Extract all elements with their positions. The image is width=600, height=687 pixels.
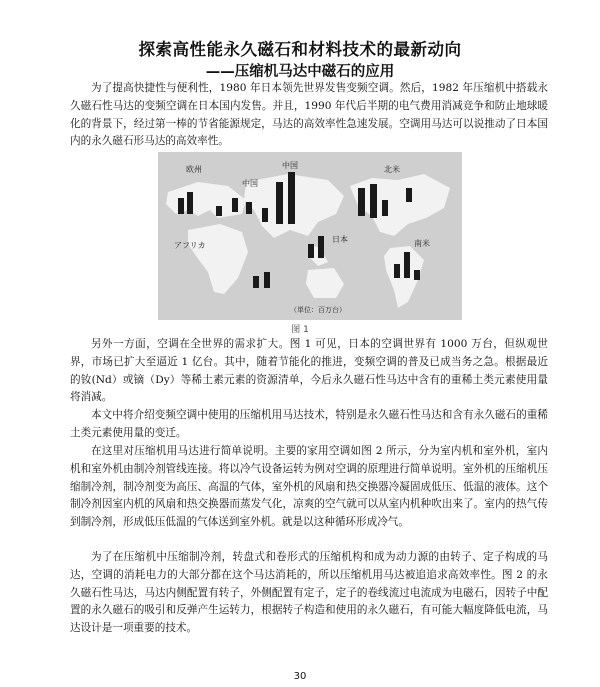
figure-world-map [158,152,462,320]
bar-namerica-1 [358,188,365,216]
bar-asia-3 [264,272,270,288]
bar-namerica-2 [370,184,377,218]
label-north-america: 北米 [384,165,400,174]
page-number: 30 [293,671,307,682]
paragraph-4: 在这里对压缩机用马达进行简单说明。主要的家用空调如图 2 所示，分为室内机和室外机，室内机和室外机由制冷剂管线连接。将以冷气设备运转为例对空调的原理进行简单说明。室外机的压缩机压缩制冷剂，制冷剂变为高压、高温的气体，室外机的风扇和热交换器冷凝固成低压、低温的液体。这个制冷剂因室内机的风扇和热交换器而蒸发气化，凉爽的空气就可以从室内机种吹出来了。室内的热气传到制冷剂，形成低压低温的气体送到室外机。就是以这种循环形成冷气。 [70,445,548,529]
bar-namerica-3 [382,200,388,216]
label-japan: 日本 [332,235,348,244]
bar-europe-3 [216,206,222,216]
paragraph-3: 本文中将介绍变频空调中使用的压缩机用马达技术，特别是永久磁石性马达和含有永久磁石的重稀土类元素使用量的变迁。 [70,409,548,439]
bar-samerica-1 [394,264,400,278]
bar-asia-1 [262,208,268,222]
bar-samerica-3 [414,270,420,280]
paragraph-1: 为了提高快捷性与便利性，1980 年日本领先世界发售变频空调。然后，1982 年压缩机中搭载永久磁石性马达的变频空调在日本国内发售。并且，1990 年代后半期的电气费用消减竞争和防止地球暖化的背景下，经过第一棒的节省能源规定，马达的高效率性急速发展。空调用马达可以说推动了日本国内的永久磁石形马达的高效率性。 [70,82,548,148]
bar-mideast-1 [232,198,238,212]
bar-europe-1 [178,198,184,214]
paragraph-5: 为了在压缩机中压缩制冷剂，转盘式和卷形式的压缩机构和成为动力源的由转子、定子构成的马达，空调的消耗电力的大部分都在这个马达消耗的，所以压缩机用马达被追追求高效率性。图 2 的永久磁石性马达，马达内侧配置有转子，外侧配置有定子，定子的卷线流过电流成为电磁石，因转子中配置的永久磁石的吸引和反弹产生运转力，根据转子构造和使用的永久磁石，有可能大幅度降低电流，马达设计是一项重要的技术。 [70,551,548,635]
bar-japan-1 [308,244,314,258]
label-china: 中国 [282,161,298,170]
bar-japan-2 [318,236,324,258]
bar-china-2 [288,172,295,224]
world-map-image [158,152,462,320]
paragraph-2: 另外一方面，空调在全世界的需求扩大。图 1 可见，日本的空调世界有 1000 万台，但纵观世界，市场已扩大至逼近 1 亿台。其中，随着节能化的推进，变频空调的普及已成当务之急。根据最近的钕(Nd）或镝（Dy）等稀土素元素的资源清单，今后永久磁石性马达中含有的重稀土类元素使用量将消减。 [70,338,548,404]
bar-namerica-4 [406,188,412,202]
bar-mideast-2 [246,202,252,214]
bar-europe-2 [187,192,193,214]
label-south-america: 南米 [414,239,430,248]
page-title: 探索高性能永久磁石和材料技术的最新动向 [138,40,462,59]
page-subtitle: ——压缩机马达中磁石的应用 [205,64,395,80]
figure-caption: 图 1 [291,325,309,335]
label-china-left: 中国 [242,179,258,188]
bar-samerica-2 [404,252,410,278]
label-unit: （単位：百万台） [290,306,346,314]
label-europe: 欧州 [186,165,202,174]
bar-china-1 [276,182,283,224]
bar-asia-2 [253,276,259,288]
label-africa: アフリカ [174,241,206,250]
